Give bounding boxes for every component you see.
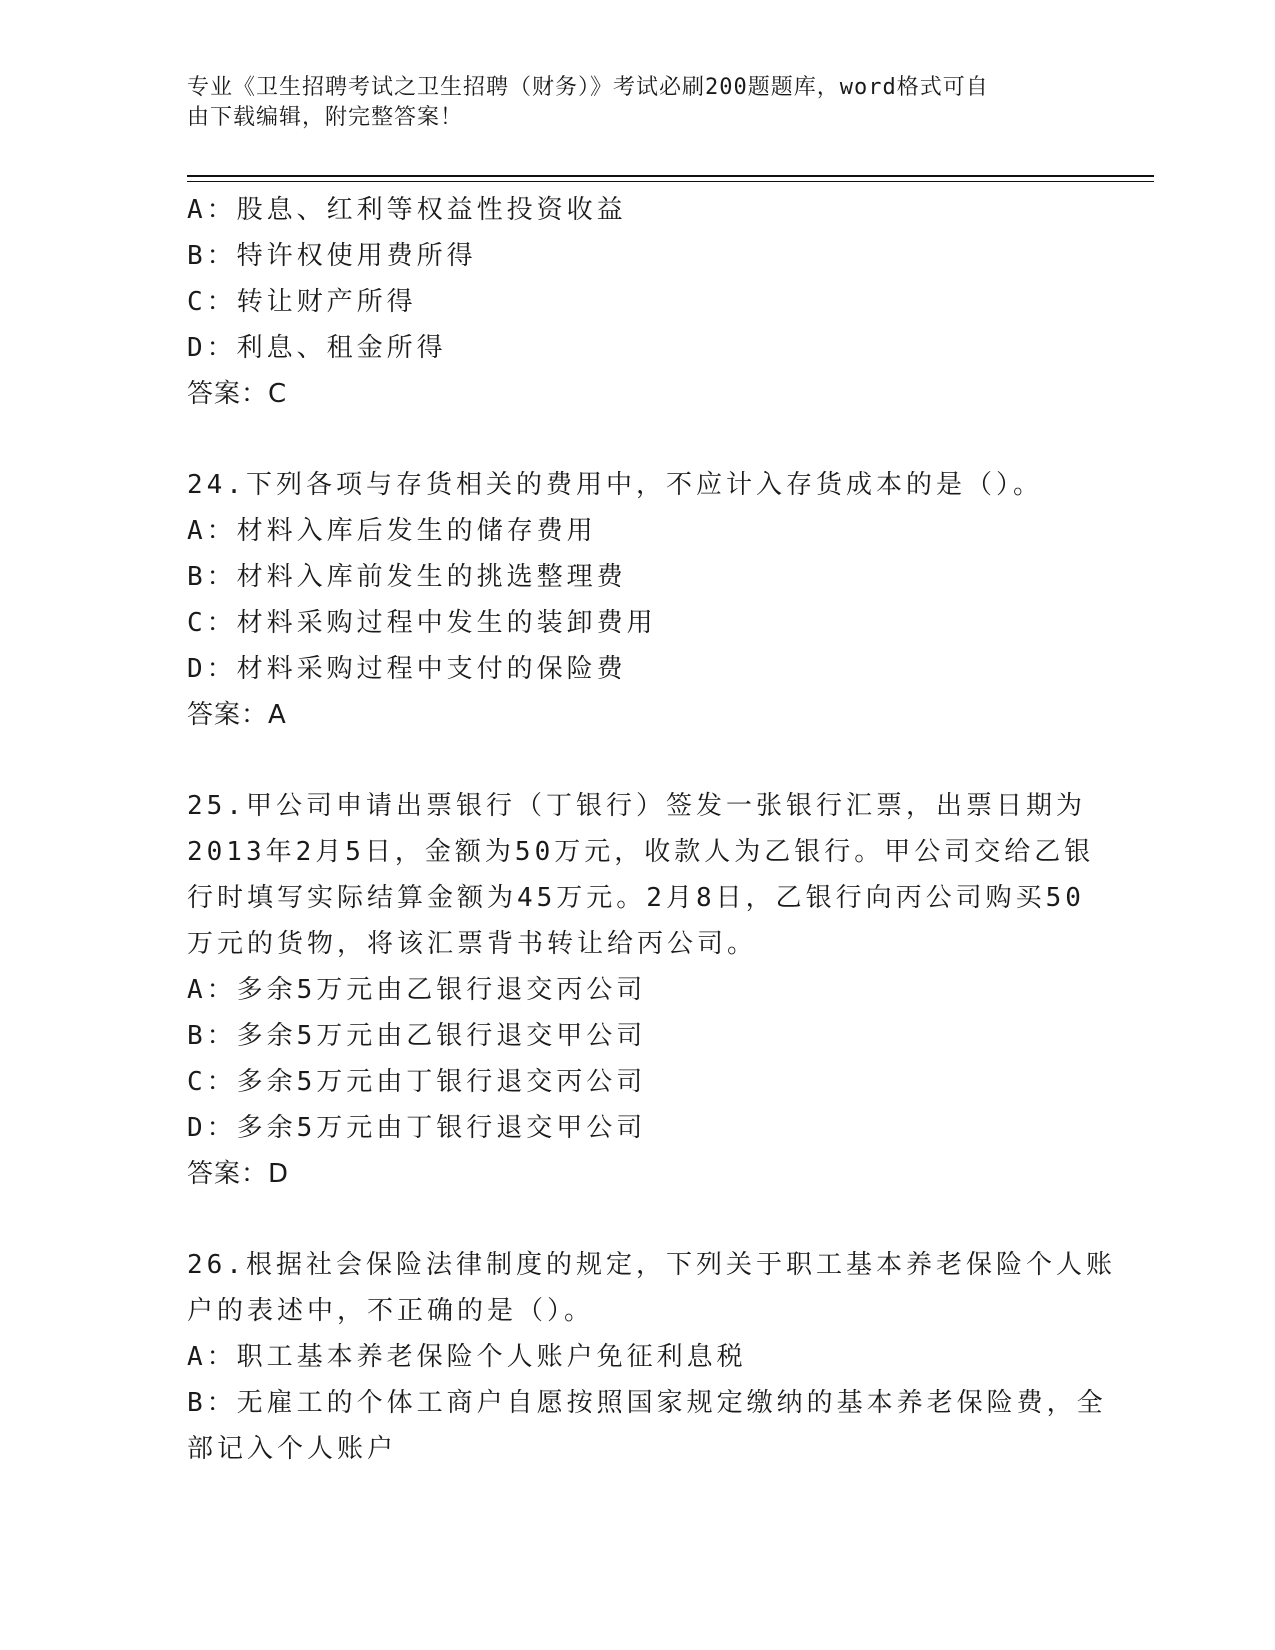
question-stem: 25.甲公司申请出票银行（丁银行）签发一张银行汇票，出票日期为 bbox=[187, 791, 1086, 821]
question-stem: 24.下列各项与存货相关的费用中，不应计入存货成本的是（）。 bbox=[187, 470, 1043, 500]
option-c: C：材料采购过程中发生的装卸费用 bbox=[187, 608, 657, 638]
question-spacer bbox=[187, 1197, 1087, 1242]
page-header bbox=[187, 73, 1067, 133]
question-spacer bbox=[187, 417, 1087, 462]
option-d: D：利息、租金所得 bbox=[187, 333, 447, 363]
option-a: A：多余5万元由乙银行退交丙公司 bbox=[187, 975, 647, 1005]
option-d: D：多余5万元由丁银行退交甲公司 bbox=[187, 1113, 647, 1143]
option-a: A：职工基本养老保险个人账户免征利息税 bbox=[187, 1342, 747, 1372]
question-stem: 26.根据社会保险法律制度的规定，下列关于职工基本养老保险个人账 bbox=[187, 1250, 1116, 1280]
answer: 答案：A bbox=[187, 700, 287, 730]
question-list bbox=[187, 187, 1116, 1472]
question-24 bbox=[187, 462, 1087, 738]
option-c: C：转让财产所得 bbox=[187, 287, 417, 317]
option-b: B：无雇工的个体工商户自愿按照国家规定缴纳的基本养老保险费，全 bbox=[187, 1388, 1107, 1418]
header-title-line-1: 专业《卫生招聘考试之卫生招聘（财务）》考试必刷200题题库，word格式可自 bbox=[187, 75, 989, 100]
question-stem: 户的表述中，不正确的是（）。 bbox=[187, 1296, 595, 1326]
option-a: A：材料入库后发生的储存费用 bbox=[187, 516, 597, 546]
question-26 bbox=[187, 1242, 1116, 1472]
question-25 bbox=[187, 783, 1095, 1197]
question-23-continued bbox=[187, 187, 1087, 417]
question-stem: 2013年2月5日，金额为50万元，收款人为乙银行。甲公司交给乙银 bbox=[187, 837, 1095, 867]
option-b-continued: 部记入个人账户 bbox=[187, 1434, 398, 1464]
question-spacer bbox=[187, 738, 1087, 783]
option-b: B：材料入库前发生的挑选整理费 bbox=[187, 562, 627, 592]
answer: 答案：D bbox=[187, 1159, 290, 1189]
header-divider-thin bbox=[187, 181, 1154, 182]
option-a: A：股息、红利等权益性投资收益 bbox=[187, 195, 627, 225]
option-b: B：多余5万元由乙银行退交甲公司 bbox=[187, 1021, 647, 1051]
header-title-line-2: 由下载编辑，附完整答案！ bbox=[187, 105, 464, 130]
question-stem: 行时填写实际结算金额为45万元。2月8日，乙银行向丙公司购买50 bbox=[187, 883, 1085, 913]
option-d: D：材料采购过程中支付的保险费 bbox=[187, 654, 627, 684]
question-stem: 万元的货物，将该汇票背书转让给丙公司。 bbox=[187, 929, 758, 959]
answer: 答案：C bbox=[187, 379, 288, 409]
option-c: C：多余5万元由丁银行退交丙公司 bbox=[187, 1067, 647, 1097]
option-b: B：特许权使用费所得 bbox=[187, 241, 477, 271]
header-divider-thick bbox=[187, 175, 1154, 177]
